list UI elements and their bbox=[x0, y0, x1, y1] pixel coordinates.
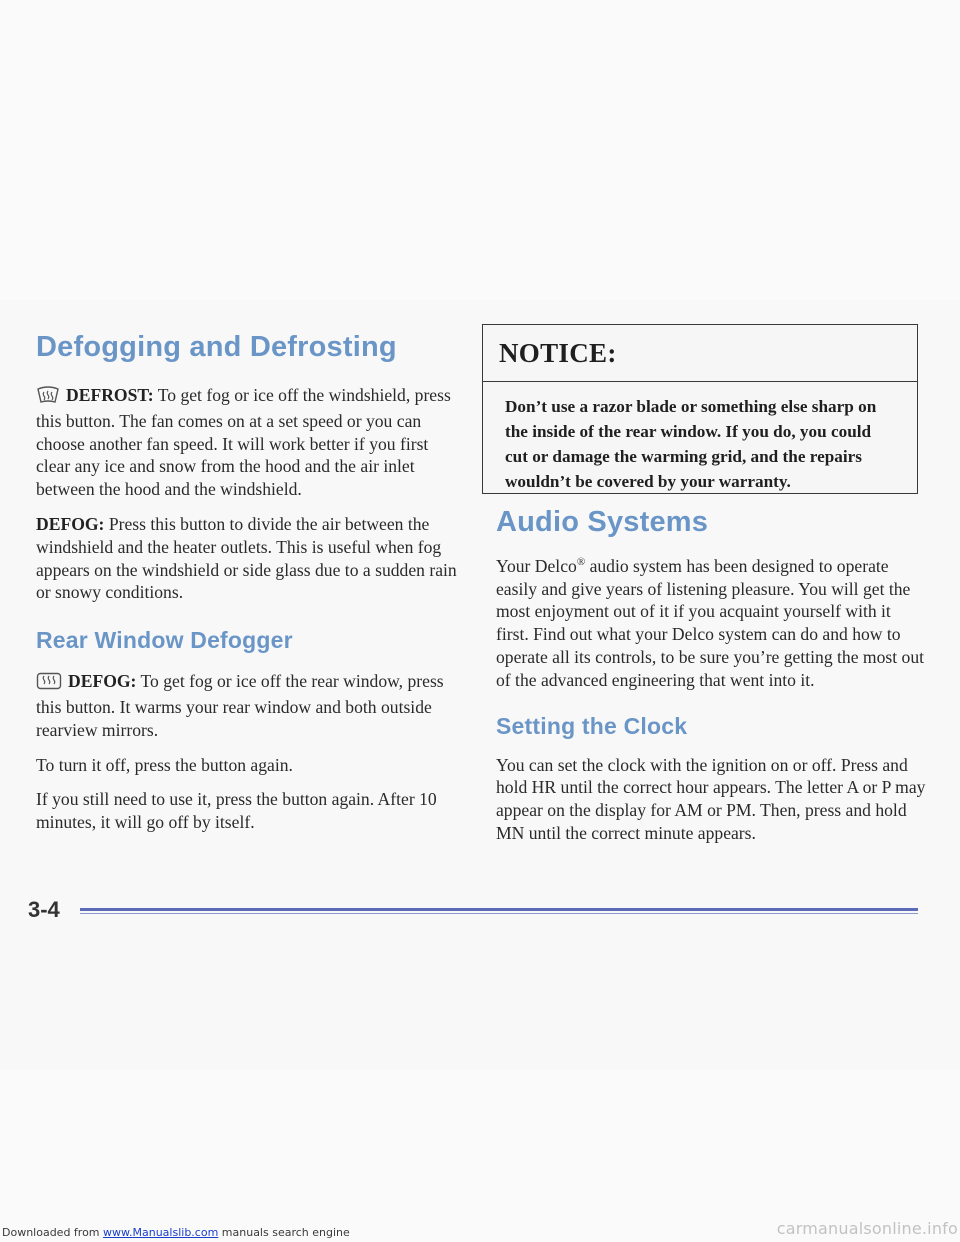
defog-label: DEFOG: bbox=[36, 513, 105, 534]
rear-window-defog-icon bbox=[36, 672, 62, 696]
audio-text-rest: audio system has been designed to operate easily and give years of listening pleasure. You will get the most enjoyment out of it if you acquaint yourself with it first. Find out what your Delco system can do and how to operate all its controls, to be sure you’re getting the most out of the advanced engineering that went into it. bbox=[496, 555, 925, 690]
defog-text: Press this button to divide the air between the windshield and the heater outlets. This is useful when fog appears on the windshield or side glass due to a sudden rain or snowy conditions. bbox=[36, 513, 457, 603]
defrost-label: DEFROST: bbox=[66, 385, 154, 405]
audio-systems-heading: Audio Systems bbox=[496, 506, 709, 538]
turn-off-paragraph: To turn it off, press the button again. bbox=[36, 754, 293, 775]
defrost-text: To get fog or ice off the windshield, press this button. The fan comes on at a set speed or you can choose another fan speed. It will work better if you first clear any ice and snow from the hood and the air inlet between the hood and the windshield. bbox=[36, 385, 451, 500]
banner-suffix: manuals search engine bbox=[218, 1226, 350, 1239]
defog-paragraph bbox=[36, 513, 460, 604]
rear-defog-label: DEFOG: bbox=[68, 671, 137, 692]
manualslib-link[interactable]: www.Manualslib.com bbox=[103, 1226, 219, 1239]
defrost-paragraph bbox=[36, 384, 460, 501]
left-column bbox=[36, 330, 460, 834]
notice-text: Don’t use a razor blade or something else sharp on the inside of the rear window. If you do, you could cut or damage the warming grid, and the repairs wouldn’t be covered by your warranty. bbox=[505, 397, 877, 491]
notice-heading: NOTICE: bbox=[483, 325, 917, 382]
page-footer bbox=[28, 895, 918, 925]
windshield-defrost-icon bbox=[36, 386, 60, 410]
rear-defog-paragraph bbox=[36, 670, 460, 741]
right-column bbox=[496, 505, 926, 845]
footer-rule-thin bbox=[80, 913, 918, 914]
registered-mark: ® bbox=[576, 556, 586, 568]
footer-rule bbox=[80, 908, 918, 911]
notice-box bbox=[482, 324, 918, 494]
setting-clock-heading: Setting the Clock bbox=[496, 712, 688, 739]
audio-text-start: Your Delco bbox=[496, 555, 577, 576]
banner-prefix: Downloaded from bbox=[2, 1226, 104, 1239]
still-need-paragraph: If you still need to use it, press the button again. After 10 minutes, it will go off by itself. bbox=[36, 789, 437, 833]
watermark: carmanualsonline.info bbox=[776, 1219, 958, 1238]
rear-defog-text: To get fog or ice off the rear window, press this button. It warms your rear window and both outside rearview mirrors. bbox=[36, 671, 444, 740]
rear-window-defogger-heading: Rear Window Defogger bbox=[36, 627, 293, 654]
clock-paragraph: You can set the clock with the ignition on or off. Press and hold HR until the correct hour appears. The letter A or P may appear on the display for AM or PM. Then, press and hold MN until the correct minute appears. bbox=[496, 754, 926, 844]
page-number: 3-4 bbox=[28, 897, 60, 922]
defogging-heading: Defogging and Defrosting bbox=[36, 331, 397, 363]
audio-paragraph bbox=[496, 551, 926, 692]
